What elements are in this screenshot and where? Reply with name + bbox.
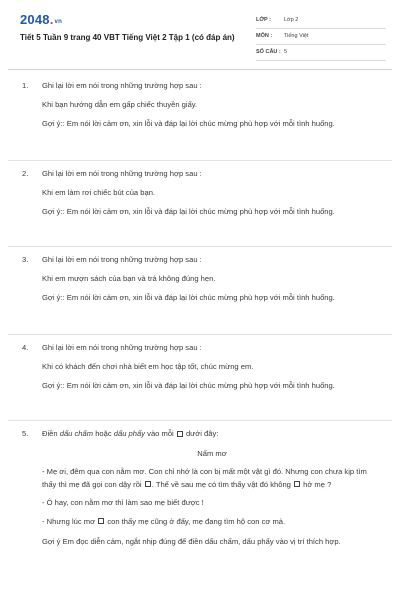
question-prompt: Ghi lại lời em nói trong những trường hợp sau : [42,81,202,90]
blank-box-icon [177,431,183,437]
logo-text: 2048 [20,12,50,27]
question-divider [8,246,392,247]
question-divider [8,334,392,335]
question-situation: Khi em mượn sách của bạn và trả không đúng hẹn. [42,273,216,283]
story-text: - Mẹ ơi, đêm qua con nằm mơ. Con chỉ nhớ là con bị mất một vật gì đó. Nhưng con chưa kịp tìm thấy thì mẹ đã gọi con dậy rồi [42,467,367,489]
meta-label: LỚP : [256,17,271,23]
question-hint: Gợi ý:: Em nói lời cảm ơn, xin lỗi và đáp lại lời chúc mừng phù hợp với mỗi tình huống. [42,119,335,128]
question-body [42,254,382,305]
question-prompt: Ghi lại lời em nói trong những trường hợp sau : [42,343,202,352]
story-text: . Thế về sau mẹ có tìm thấy vật đó không [151,479,293,489]
question-hint: Gợi ý:: Em nói lời cảm ơn, xin lỗi và đáp lại lời chúc mừng phù hợp với mỗi tình huống. [42,207,335,216]
question-body [42,342,382,393]
question-number: 5. [22,429,29,438]
blank-box-icon[interactable] [98,518,104,524]
question-hint: Gợi ý:: Em nói lời cảm ơn, xin lỗi và đáp lại lời chúc mừng phù hợp với mỗi tình huống. [42,381,335,390]
question-body [42,168,382,219]
blank-box-icon[interactable] [145,481,151,487]
story-text: - Nhưng lúc mơ [42,516,98,526]
question-prompt [42,428,382,441]
prompt-comma-term: dấu phẩy [113,429,146,438]
meta-value: Lớp 2 [284,17,299,23]
logo-dot: . [49,12,54,27]
blank-box-icon[interactable] [294,481,300,487]
story-text: con thấy mẹ cũng ở đấy, mẹ đang tìm hộ con cơ mà. [105,516,286,526]
meta-panel [256,14,386,62]
prompt-dot-term: dấu chấm [59,429,94,438]
prompt-text: dưới đây: [183,429,219,438]
question-prompt: Ghi lại lời em nói trong những trường hợp sau : [42,255,202,264]
question-divider [8,160,392,161]
question-hint: Gợi ý Em đọc diễn cảm, ngắt nhịp đúng để điền dấu chấm, dấu phẩy vào vị trí thích hợp. [42,537,341,546]
meta-value: Tiếng Việt [284,33,309,39]
question-divider [8,420,392,421]
story-paragraph-2: - Ô hay, con nằm mơ thì làm sao mẹ biết được ! [42,498,204,507]
prompt-text: Điền [42,429,60,438]
meta-row-subject [256,30,386,45]
prompt-text: hoặc [93,429,114,438]
question-situation: Khi bạn hướng dẫn em gấp chiếc thuyền giấy. [42,99,198,109]
question-situation: Khi em làm rơi chiếc bút của bạn. [42,187,156,197]
story-title: Nấm mơ [197,448,227,458]
header [0,0,400,70]
question-hint: Gợi ý:: Em nói lời cảm ơn, xin lỗi và đáp lại lời chúc mừng phù hợp với mỗi tình huống. [42,293,335,302]
meta-label: MÔN : [256,33,273,39]
story-paragraph-1 [42,466,382,491]
story-paragraph-3 [42,516,382,529]
logo-suffix: vn [54,19,62,25]
meta-row-count [256,46,386,61]
header-divider [8,69,392,70]
prompt-text: vào mỗi [145,429,176,438]
site-logo[interactable] [20,12,62,27]
question-number: 4. [22,343,29,352]
meta-row-class [256,14,386,29]
meta-label: SỐ CÂU : [256,49,281,55]
story-text: hở mẹ ? [301,479,332,489]
question-number: 1. [22,81,29,90]
meta-value: 5 [284,49,288,55]
question-number: 2. [22,169,29,178]
question-number: 3. [22,255,29,264]
question-body [42,80,382,131]
question-body [42,428,382,549]
question-prompt: Ghi lại lời em nói trong những trường hợp sau : [42,169,202,178]
document-title: Tiết 5 Tuần 9 trang 40 VBT Tiếng Việt 2 Tập 1 (có đáp án) [20,33,235,42]
question-situation: Khi có khách đến chơi nhà biết em học tập tốt, chúc mừng em. [42,361,254,371]
